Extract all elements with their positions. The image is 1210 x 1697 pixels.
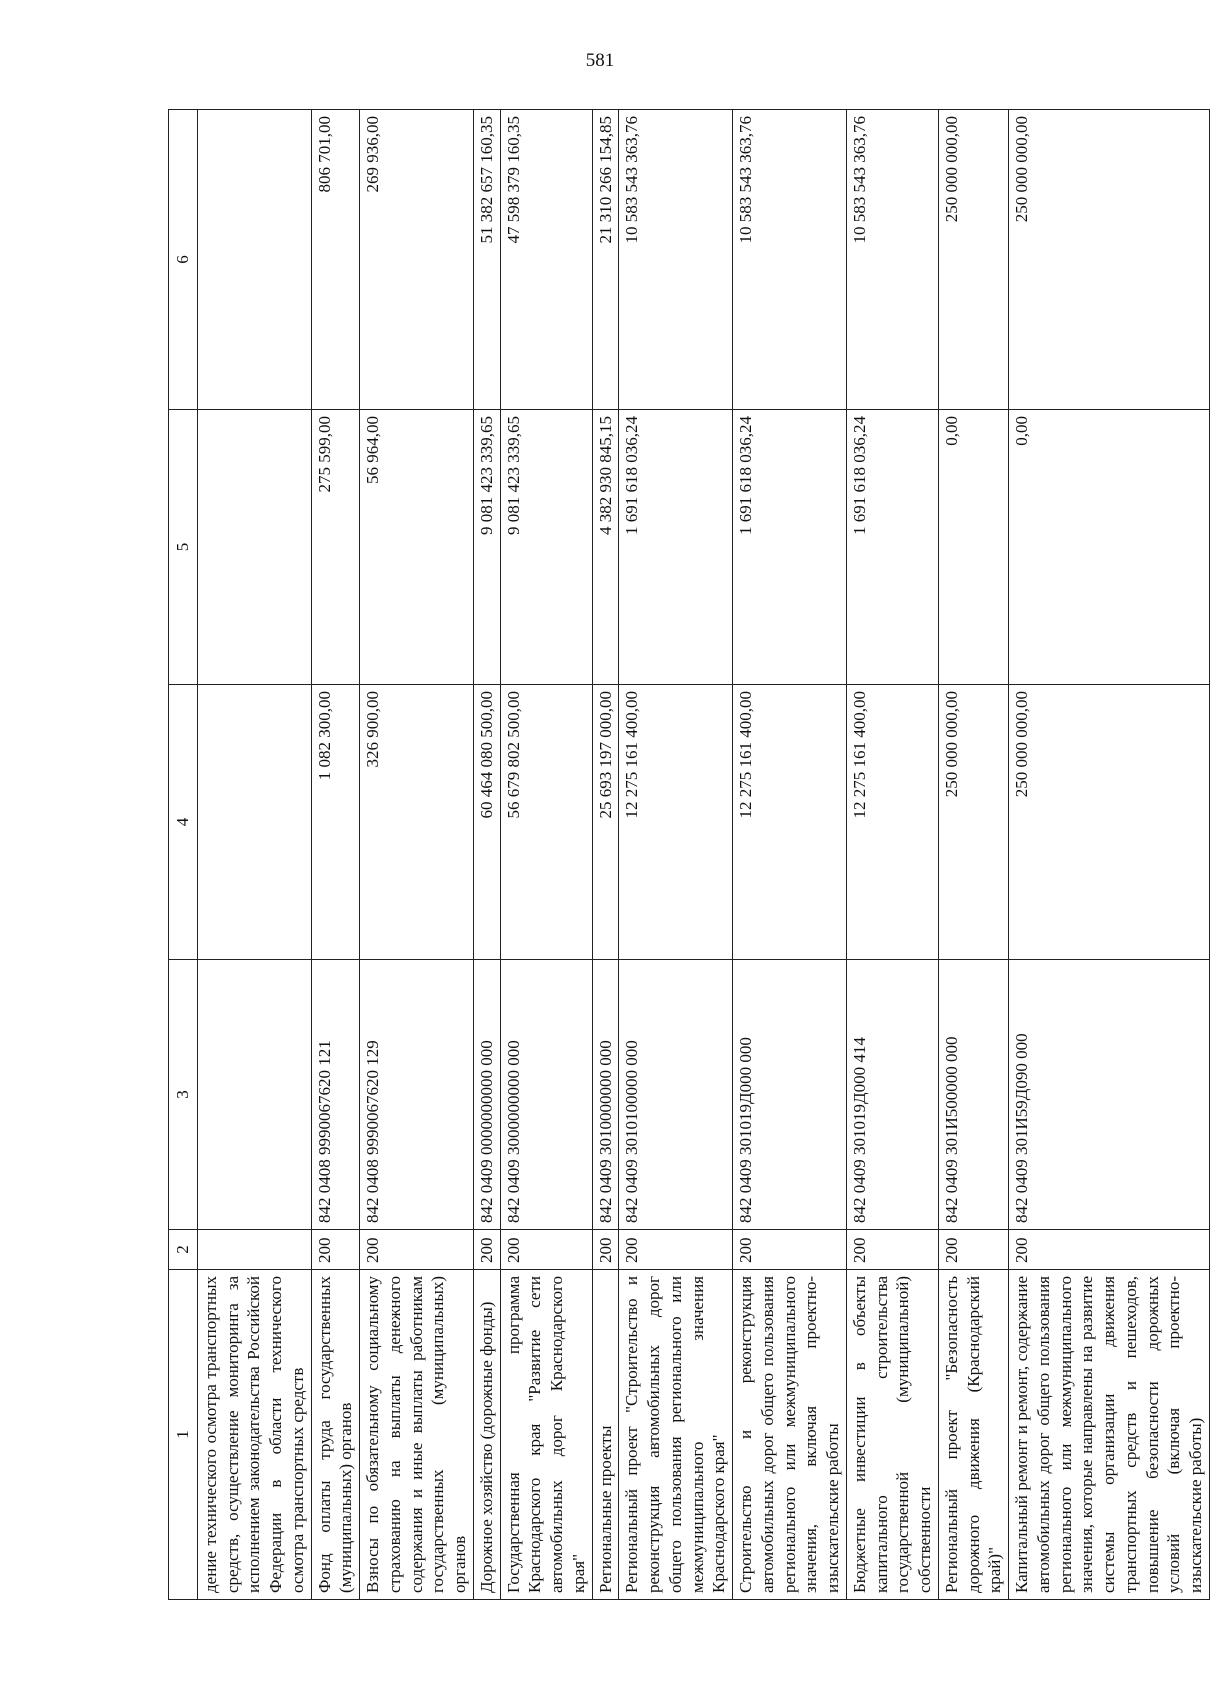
row-value-4: 12 275 161 400,00 xyxy=(733,685,847,960)
row-name: Взносы по обязательному социальному страхованию на выплаты денежного содержания и иные выплаты работникам государственных (муниципальных) органов xyxy=(360,1270,474,1600)
row-name: Региональный проект "Строительство и реконструкция автомобильных дорог общего пользования регионального или межмуниципального значения Краснодарского края" xyxy=(619,1270,733,1600)
row-value-5: 4 382 930 845,15 xyxy=(592,410,619,685)
row-value-6: 10 583 543 363,76 xyxy=(619,110,733,410)
row-code: 200 xyxy=(733,1230,847,1270)
column-header: 5 xyxy=(169,410,198,685)
table-row xyxy=(1009,110,1210,1600)
row-value-4: 1 082 300,00 xyxy=(311,685,360,960)
row-code: 200 xyxy=(500,1230,592,1270)
row-code: 200 xyxy=(619,1230,733,1270)
row-value-6: 10 583 543 363,76 xyxy=(846,110,938,410)
row-name: Региональный проект "Безопасность дорожного движения (Краснодарский край)" xyxy=(938,1270,1008,1600)
row-name: Дорожное хозяйство (дорожные фонды) xyxy=(473,1270,500,1600)
row-name: дение технического осмотра транспортных средств, осуществление мониторинга за исполнением законодательства Российской Федерации в области технического осмотра транспортных средств xyxy=(197,1270,311,1600)
column-header: 4 xyxy=(169,685,198,960)
row-value-5: 9 081 423 339,65 xyxy=(473,410,500,685)
row-kbk: 842 0409 3010000000 000 xyxy=(592,960,619,1230)
row-kbk: 842 0408 9990067620 121 xyxy=(311,960,360,1230)
row-kbk: 842 0409 301019Д000 000 xyxy=(733,960,847,1230)
row-value-5 xyxy=(197,410,311,685)
row-value-5: 1 691 618 036,24 xyxy=(733,410,847,685)
table-body xyxy=(197,110,1209,1600)
row-value-4: 25 693 197 000,00 xyxy=(592,685,619,960)
row-kbk: 842 0409 301019Д000 414 xyxy=(846,960,938,1230)
row-value-5: 1 691 618 036,24 xyxy=(846,410,938,685)
table-row xyxy=(592,110,619,1600)
row-value-6: 806 701,00 xyxy=(311,110,360,410)
row-value-4: 12 275 161 400,00 xyxy=(846,685,938,960)
row-value-6: 51 382 657 160,35 xyxy=(473,110,500,410)
row-name: Строительство и реконструкция автомобильных дорог общего пользования регионального или межмуниципального значения, включая проектно-изыскательские работы xyxy=(733,1270,847,1600)
row-kbk: 842 0409 301И500000 000 xyxy=(938,960,1008,1230)
table-row xyxy=(619,110,733,1600)
row-value-4: 250 000 000,00 xyxy=(1009,685,1210,960)
column-header: 2 xyxy=(169,1230,198,1270)
row-value-5: 275 599,00 xyxy=(311,410,360,685)
table-row xyxy=(846,110,938,1600)
budget-table xyxy=(168,109,1210,1600)
table-row xyxy=(733,110,847,1600)
row-value-5: 9 081 423 339,65 xyxy=(500,410,592,685)
row-value-6: 250 000 000,00 xyxy=(938,110,1008,410)
row-value-5: 0,00 xyxy=(938,410,1008,685)
row-value-6: 269 936,00 xyxy=(360,110,474,410)
row-value-4: 60 464 080 500,00 xyxy=(473,685,500,960)
table-row xyxy=(197,110,311,1600)
table-row xyxy=(360,110,474,1600)
row-value-4: 12 275 161 400,00 xyxy=(619,685,733,960)
row-value-5: 0,00 xyxy=(1009,410,1210,685)
row-name: Государственная программа Краснодарского края "Развитие сети автомобильных дорог Краснодарского края" xyxy=(500,1270,592,1600)
row-kbk: 842 0409 301И59Д090 000 xyxy=(1009,960,1210,1230)
row-code: 200 xyxy=(938,1230,1008,1270)
row-kbk: 842 0408 9990067620 129 xyxy=(360,960,474,1230)
row-name: Региональные проекты xyxy=(592,1270,619,1600)
column-header: 6 xyxy=(169,110,198,410)
table-row xyxy=(500,110,592,1600)
row-code: 200 xyxy=(592,1230,619,1270)
row-value-5: 1 691 618 036,24 xyxy=(619,410,733,685)
row-value-6 xyxy=(197,110,311,410)
column-header: 3 xyxy=(169,960,198,1230)
row-name: Капитальный ремонт и ремонт, содержание автомобильных дорог общего пользования регионального или межмуниципального значения, которые направлены на развитие системы организации движения транспортных средств и пешеходов, повышение безопасности дорожных условий (включая проектно-изыскательские работы) xyxy=(1009,1270,1210,1600)
row-code: 200 xyxy=(846,1230,938,1270)
row-name: Фонд оплаты труда государственных (муниципальных) органов xyxy=(311,1270,360,1600)
row-value-6: 10 583 543 363,76 xyxy=(733,110,847,410)
row-code: 200 xyxy=(311,1230,360,1270)
row-kbk: 842 0409 0000000000 000 xyxy=(473,960,500,1230)
row-kbk: 842 0409 3010100000 000 xyxy=(619,960,733,1230)
rotated-table-container xyxy=(168,110,1205,1600)
row-code: 200 xyxy=(1009,1230,1210,1270)
row-code: 200 xyxy=(360,1230,474,1270)
table-header-row xyxy=(169,110,198,1600)
column-header: 1 xyxy=(169,1270,198,1600)
table-row xyxy=(473,110,500,1600)
table-row xyxy=(311,110,360,1600)
row-name: Бюджетные инвестиции в объекты капитального строительства государственной (муниципальной) собственности xyxy=(846,1270,938,1600)
row-kbk xyxy=(197,960,311,1230)
row-value-4 xyxy=(197,685,311,960)
row-code: 200 xyxy=(473,1230,500,1270)
row-value-4: 326 900,00 xyxy=(360,685,474,960)
row-value-4: 250 000 000,00 xyxy=(938,685,1008,960)
page-number: 581 xyxy=(585,50,615,71)
row-kbk: 842 0409 3000000000 000 xyxy=(500,960,592,1230)
table-row xyxy=(938,110,1008,1600)
row-value-6: 47 598 379 160,35 xyxy=(500,110,592,410)
row-value-5: 56 964,00 xyxy=(360,410,474,685)
row-value-6: 21 310 266 154,85 xyxy=(592,110,619,410)
row-value-4: 56 679 802 500,00 xyxy=(500,685,592,960)
row-code xyxy=(197,1230,311,1270)
row-value-6: 250 000 000,00 xyxy=(1009,110,1210,410)
